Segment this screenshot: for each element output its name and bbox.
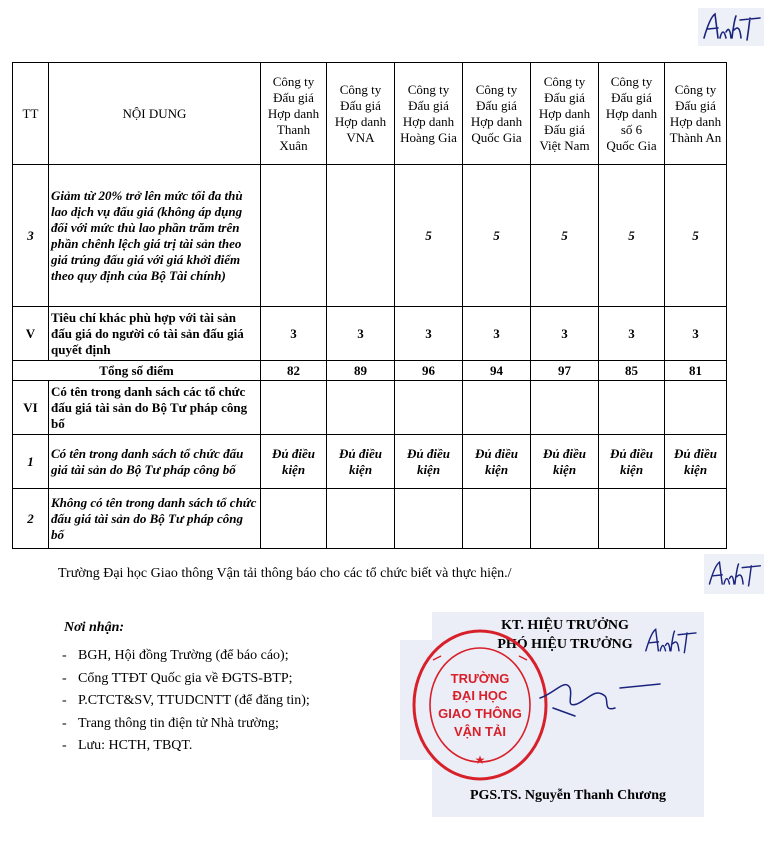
recipient-item: - Lưu: HCTH, TBQT. bbox=[62, 735, 310, 758]
score-cell bbox=[261, 165, 327, 307]
table-row bbox=[13, 165, 727, 307]
condition-cell: Đủ điều kiện bbox=[463, 435, 531, 489]
empty-cell bbox=[327, 489, 395, 549]
score-cell: 5 bbox=[665, 165, 727, 307]
col-header-company bbox=[395, 63, 463, 165]
row-number: 2 bbox=[13, 489, 49, 549]
recipient-item: - P.CTCT&SV, TTUDCNTT (để đăng tin); bbox=[62, 690, 310, 713]
table-row bbox=[13, 307, 727, 361]
initials-signature-notice bbox=[704, 554, 764, 594]
score-cell: 3 bbox=[261, 307, 327, 361]
stamp-line: GIAO THÔNG bbox=[438, 706, 522, 721]
score-cell: 3 bbox=[599, 307, 665, 361]
col-header-company bbox=[665, 63, 727, 165]
company-line: Hợp danh bbox=[334, 113, 387, 129]
company-line: VNA bbox=[346, 129, 375, 145]
company-line: Công ty bbox=[543, 73, 586, 89]
condition-cell: Đủ điều kiện bbox=[261, 435, 327, 489]
empty-cell bbox=[395, 489, 463, 549]
score-cell: 5 bbox=[599, 165, 665, 307]
condition-cell: Đủ điều kiện bbox=[665, 435, 727, 489]
signature-title-line2: PHÓ HIỆU TRƯỞNG bbox=[497, 637, 633, 652]
col-header-company bbox=[327, 63, 395, 165]
total-cell: 96 bbox=[395, 361, 463, 381]
row-number: 1 bbox=[13, 435, 49, 489]
total-label: Tổng số điểm bbox=[13, 361, 261, 381]
recipient-item: - BGH, Hội đồng Trường (để báo cáo); bbox=[62, 645, 310, 668]
table-row bbox=[13, 489, 727, 549]
empty-cell bbox=[665, 489, 727, 549]
empty-cell bbox=[261, 489, 327, 549]
company-line: Hợp danh bbox=[267, 105, 320, 121]
company-line: Đấu giá bbox=[675, 97, 716, 113]
official-stamp bbox=[405, 620, 555, 790]
company-line: Công ty bbox=[674, 81, 717, 97]
empty-cell bbox=[531, 489, 599, 549]
recipients-list bbox=[62, 645, 310, 758]
row-content: Có tên trong danh sách tổ chức đấu giá tài sản do Bộ Tư pháp công bố bbox=[49, 435, 261, 489]
company-line: Hoàng Gia bbox=[400, 129, 457, 145]
company-line: Đấu giá bbox=[544, 121, 585, 137]
condition-cell: Đủ điều kiện bbox=[531, 435, 599, 489]
company-line: Công ty bbox=[339, 81, 382, 97]
empty-cell bbox=[665, 381, 727, 435]
company-line: Hợp danh bbox=[402, 113, 455, 129]
col-header-company bbox=[463, 63, 531, 165]
empty-cell bbox=[327, 381, 395, 435]
total-cell: 94 bbox=[463, 361, 531, 381]
total-cell: 85 bbox=[599, 361, 665, 381]
score-cell: 5 bbox=[395, 165, 463, 307]
col-header-tt: TT bbox=[13, 63, 49, 165]
total-row bbox=[13, 361, 727, 381]
row-content: Không có tên trong danh sách tổ chức đấu giá tài sản do Bộ Tư pháp công bố bbox=[49, 489, 261, 549]
total-cell: 81 bbox=[665, 361, 727, 381]
initials-signature-title bbox=[640, 624, 700, 658]
company-line: số 6 bbox=[620, 121, 643, 137]
signature-title-line1: KT. HIỆU TRƯỞNG bbox=[501, 618, 629, 633]
score-cell: 3 bbox=[327, 307, 395, 361]
company-line: Xuân bbox=[279, 137, 308, 153]
company-line: Thanh bbox=[276, 121, 311, 137]
company-line: Hợp danh bbox=[605, 105, 658, 121]
total-cell: 97 bbox=[531, 361, 599, 381]
company-line: Đấu giá bbox=[611, 89, 652, 105]
empty-cell bbox=[599, 381, 665, 435]
col-header-company bbox=[531, 63, 599, 165]
total-cell: 82 bbox=[261, 361, 327, 381]
condition-cell: Đủ điều kiện bbox=[599, 435, 665, 489]
condition-cell: Đủ điều kiện bbox=[327, 435, 395, 489]
company-line: Công ty bbox=[475, 81, 518, 97]
empty-cell bbox=[599, 489, 665, 549]
row-number: 3 bbox=[13, 165, 49, 307]
row-content: Tiêu chí khác phù hợp với tài sản đấu giá do người có tài sản đấu giá quyết định bbox=[49, 307, 261, 361]
company-line: Công ty bbox=[610, 73, 653, 89]
stamp-line: TRƯỜNG bbox=[450, 671, 510, 686]
stamp-line: VẬN TẢI bbox=[454, 724, 506, 739]
stamp-line: ĐẠI HỌC bbox=[452, 688, 508, 703]
initials-signature-top bbox=[698, 8, 764, 46]
notice-text: Trường Đại học Giao thông Vận tải thông báo cho các tổ chức biết và thực hiện./ bbox=[58, 566, 512, 581]
recipient-item: - Trang thông tin điện tử Nhà trường; bbox=[62, 713, 310, 736]
empty-cell bbox=[531, 381, 599, 435]
company-line: Hợp danh bbox=[669, 113, 722, 129]
empty-cell bbox=[463, 489, 531, 549]
company-line: Hợp danh bbox=[538, 105, 591, 121]
score-cell: 3 bbox=[463, 307, 531, 361]
signer-name: PGS.TS. Nguyễn Thanh Chương bbox=[469, 788, 667, 803]
score-table bbox=[12, 62, 727, 549]
condition-cell: Đủ điều kiện bbox=[395, 435, 463, 489]
company-line: Thành An bbox=[669, 129, 722, 145]
handwritten-signature bbox=[535, 668, 665, 728]
svg-text:★: ★ bbox=[474, 753, 486, 767]
col-header-company bbox=[261, 63, 327, 165]
score-cell: 3 bbox=[665, 307, 727, 361]
table-row bbox=[13, 381, 727, 435]
col-header-company bbox=[599, 63, 665, 165]
table-row bbox=[13, 435, 727, 489]
score-cell bbox=[327, 165, 395, 307]
col-header-content: NỘI DUNG bbox=[49, 63, 261, 165]
company-line: Quốc Gia bbox=[606, 137, 657, 153]
row-content: Có tên trong danh sách các tổ chức đấu giá tài sản do Bộ Tư pháp công bố bbox=[49, 381, 261, 435]
empty-cell bbox=[463, 381, 531, 435]
company-line: Công ty bbox=[407, 81, 450, 97]
company-line: Việt Nam bbox=[539, 137, 590, 153]
empty-cell bbox=[395, 381, 463, 435]
total-cell: 89 bbox=[327, 361, 395, 381]
company-line: Quốc Gia bbox=[471, 129, 522, 145]
company-line: Đấu giá bbox=[273, 89, 314, 105]
company-line: Hợp danh bbox=[470, 113, 523, 129]
row-content: Giảm từ 20% trở lên mức tối đa thù lao dịch vụ đấu giá (không áp dụng đối với mức thù lao phần trăm trên phần chênh lệch giá trị tài sản theo giá trúng đấu giá với giá khởi điểm theo quy định của Bộ Tài chính) bbox=[49, 165, 261, 307]
recipients-title: Nơi nhận: bbox=[64, 620, 125, 635]
company-line: Công ty bbox=[272, 73, 315, 89]
company-line: Đấu giá bbox=[340, 97, 381, 113]
score-cell: 5 bbox=[463, 165, 531, 307]
company-line: Đấu giá bbox=[544, 89, 585, 105]
score-cell: 3 bbox=[531, 307, 599, 361]
empty-cell bbox=[261, 381, 327, 435]
company-line: Đấu giá bbox=[408, 97, 449, 113]
score-cell: 3 bbox=[395, 307, 463, 361]
recipient-item: - Cổng TTĐT Quốc gia về ĐGTS-BTP; bbox=[62, 668, 310, 691]
table-header-row bbox=[13, 63, 727, 165]
row-number: V bbox=[13, 307, 49, 361]
row-number: VI bbox=[13, 381, 49, 435]
company-line: Đấu giá bbox=[476, 97, 517, 113]
score-cell: 5 bbox=[531, 165, 599, 307]
